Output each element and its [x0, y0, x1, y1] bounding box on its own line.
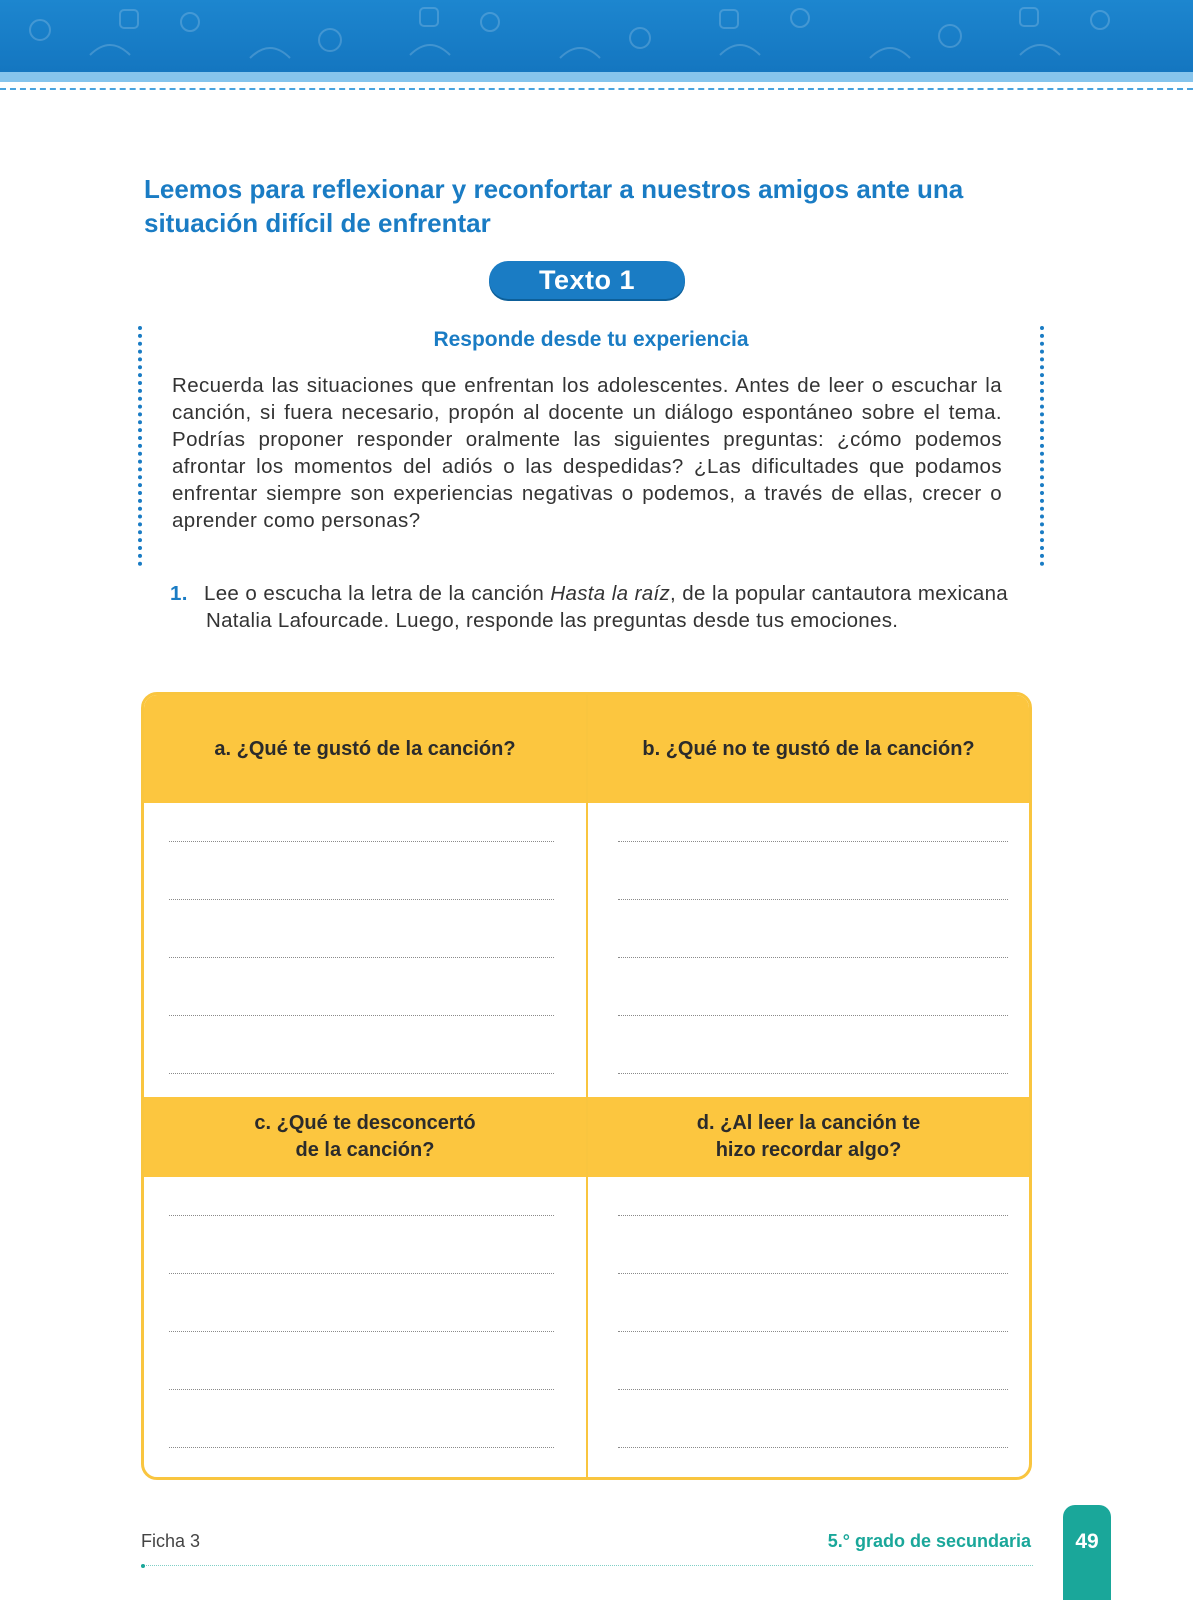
experience-box [138, 326, 1044, 566]
header-cell-b [588, 695, 1029, 803]
answer-line-a1[interactable] [169, 841, 554, 842]
answer-line-a5[interactable] [169, 1073, 554, 1074]
answer-line-b2[interactable] [618, 899, 1008, 900]
response-table [141, 692, 1032, 1480]
answer-line-a2[interactable] [169, 899, 554, 900]
header-c-text [254, 1110, 475, 1164]
footer-dot [141, 1564, 145, 1568]
answer-line-d2[interactable] [618, 1273, 1008, 1274]
answer-line-c1[interactable] [169, 1215, 554, 1216]
answer-line-b1[interactable] [618, 841, 1008, 842]
header-b-text: b. ¿Qué no te gustó de la canción? [642, 737, 975, 760]
answer-line-b3[interactable] [618, 957, 1008, 958]
answer-line-d3[interactable] [618, 1331, 1008, 1332]
question-1 [170, 580, 1008, 634]
answer-line-c4[interactable] [169, 1389, 554, 1390]
footer-grade-label: 5.° grado de secundaria [827, 1531, 1031, 1551]
page-title: Leemos para reflexionar y reconfortar a nuestros amigos ante una situación difícil de enfrentar [144, 174, 964, 238]
header-c-line2: de la canción? [295, 1139, 435, 1161]
header-a-text: a. ¿Qué te gustó de la canción? [214, 737, 516, 760]
question-text-before: Lee o escucha la letra de la canción [204, 582, 551, 605]
answer-line-a3[interactable] [169, 957, 554, 958]
answer-line-b4[interactable] [618, 1015, 1008, 1016]
experience-heading: Responde desde tu experiencia [433, 328, 749, 351]
question-number: 1. [170, 582, 188, 605]
header-banner-strip [0, 72, 1193, 82]
section-pill: Texto 1 [489, 261, 685, 299]
footer-dotted-line [141, 1565, 1033, 1566]
answer-line-d5[interactable] [618, 1447, 1008, 1448]
header-cell-a [144, 695, 586, 803]
header-d-text [697, 1110, 920, 1164]
question-text-after: , de la popular cantautora mexicana Natalia Lafourcade. Luego, responde las preguntas desde tus emociones. [206, 582, 1008, 632]
song-title: Hasta la raíz [550, 582, 670, 605]
answer-line-b5[interactable] [618, 1073, 1008, 1074]
header-banner [0, 0, 1193, 72]
header-dashed-divider [0, 88, 1193, 90]
answer-line-c3[interactable] [169, 1331, 554, 1332]
answer-line-c5[interactable] [169, 1447, 554, 1448]
page-number-tab [1063, 1505, 1111, 1600]
header-d-line1: d. ¿Al leer la canción te [696, 1112, 921, 1134]
header-cell-d [588, 1097, 1029, 1177]
header-d-line2: hizo recordar algo? [715, 1139, 902, 1161]
doodle-pattern-icon [0, 0, 1193, 72]
answer-line-a4[interactable] [169, 1015, 554, 1016]
header-cell-c [144, 1097, 586, 1177]
answer-line-c2[interactable] [169, 1273, 554, 1274]
question-text [170, 580, 1008, 634]
answer-line-d4[interactable] [618, 1389, 1008, 1390]
experience-text: Recuerda las situaciones que enfrentan los adolescentes. Antes de leer o escuchar la canción, si fuera necesario, propón al docente un diálogo espontáneo sobre el tema. Podrías proponer responder oralmente las siguientes preguntas: ¿cómo podemos afrontar los momentos del adiós o las despedidas? ¿Las dificultades que podamos enfrentar siempre son experiencias negativas o podemos, a través de ellas, crecer o aprender como personas? [172, 374, 1002, 532]
column-divider [586, 695, 588, 1480]
footer-sheet-label: Ficha 3 [141, 1531, 201, 1551]
answer-line-d1[interactable] [618, 1215, 1008, 1216]
page-number: 49 [1075, 1530, 1099, 1553]
header-c-line1: c. ¿Qué te desconcertó [254, 1112, 476, 1134]
